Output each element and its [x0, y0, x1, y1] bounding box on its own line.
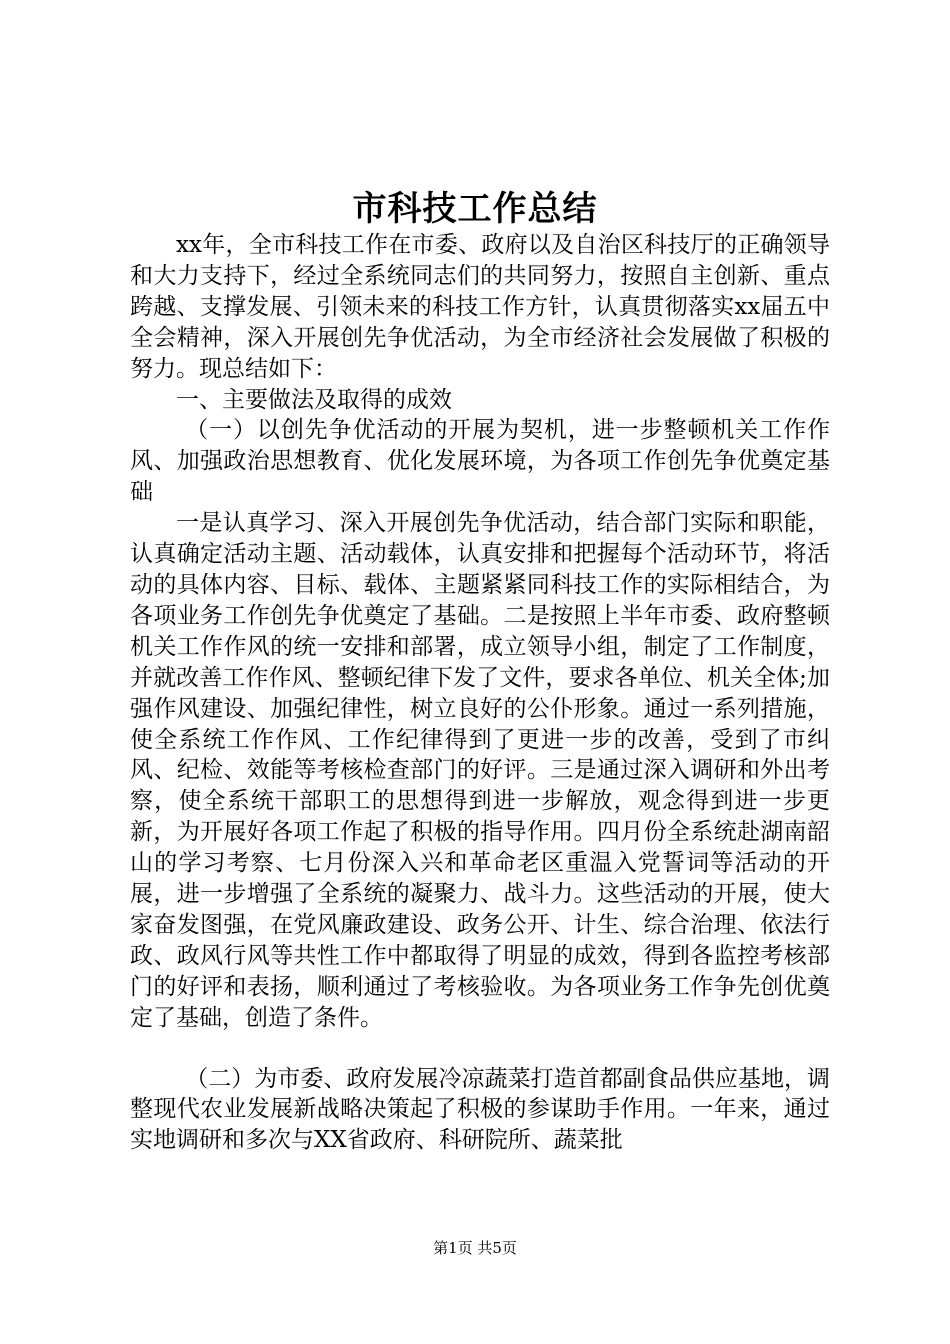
document-title: 市科技工作总结: [352, 189, 598, 229]
subsection-heading-1: （一）以创先争优活动的开展为契机，进一步整顿机关工作作风、加强政治思想教育、优化发展环境，为各项工作创先争优奠定基础: [130, 417, 830, 506]
intro-paragraph: xx年，全市科技工作在市委、政府以及自治区科技厅的正确领导和大力支持下，经过全系统同志们的共同努力，按照自主创新、重点跨越、支撑发展、引领未来的科技工作方针，认真贯彻落实xx届五中全会精神，深入开展创先争优活动，为全市经济社会发展做了积极的努力。现总结如下：: [130, 232, 830, 382]
subsection-heading-2: （二）为市委、政府发展冷凉蔬菜打造首都副食品供应基地，调整现代农业发展新战略决策起了积极的参谋助手作用。一年来，通过实地调研和多次与XX省政府、科研院所、蔬菜批: [130, 1065, 830, 1154]
document-body: [130, 230, 830, 1156]
page-footer: 第1页 共5页: [433, 1239, 517, 1257]
section-heading: 一、主要做法及取得的成效: [176, 386, 452, 413]
body-paragraph: 一是认真学习、深入开展创先争优活动，结合部门实际和职能，认真确定活动主题、活动载体，认真安排和把握每个活动环节，将活动的具体内容、目标、载体、主题紧紧同科技工作的实际相结合，为各项业务工作创先争优奠定了基础。二是按照上半年市委、政府整顿机关工作作风的统一安排和部署，成立领导小组，制定了工作制度，并就改善工作作风、整顿纪律下发了文件，要求各单位、机关全体;加强作风建设、加强纪律性，树立良好的公仆形象。通过一系列措施，使全系统工作作风、工作纪律得到了更进一步的改善，受到了市纠风、纪检、效能等考核检查部门的好评。三是通过深入调研和外出考察，使全系统干部职工的思想得到进一步解放，观念得到进一步更新，为开展好各项工作起了积极的指导作用。四月份全系统赴湖南韶山的学习考察、七月份深入兴和革命老区重温入党誓词等活动的开展，进一步增强了全系统的凝聚力、战斗力。这些活动的开展，使大家奋发图强，在党风廉政建设、政务公开、计生、综合治理、依法行政、政风行风等共性工作中都取得了明显的成效，得到各监控考核部门的好评和表扬，顺利通过了考核验收。为各项业务工作争先创优奠定了基础，创造了条件。: [130, 510, 830, 1031]
